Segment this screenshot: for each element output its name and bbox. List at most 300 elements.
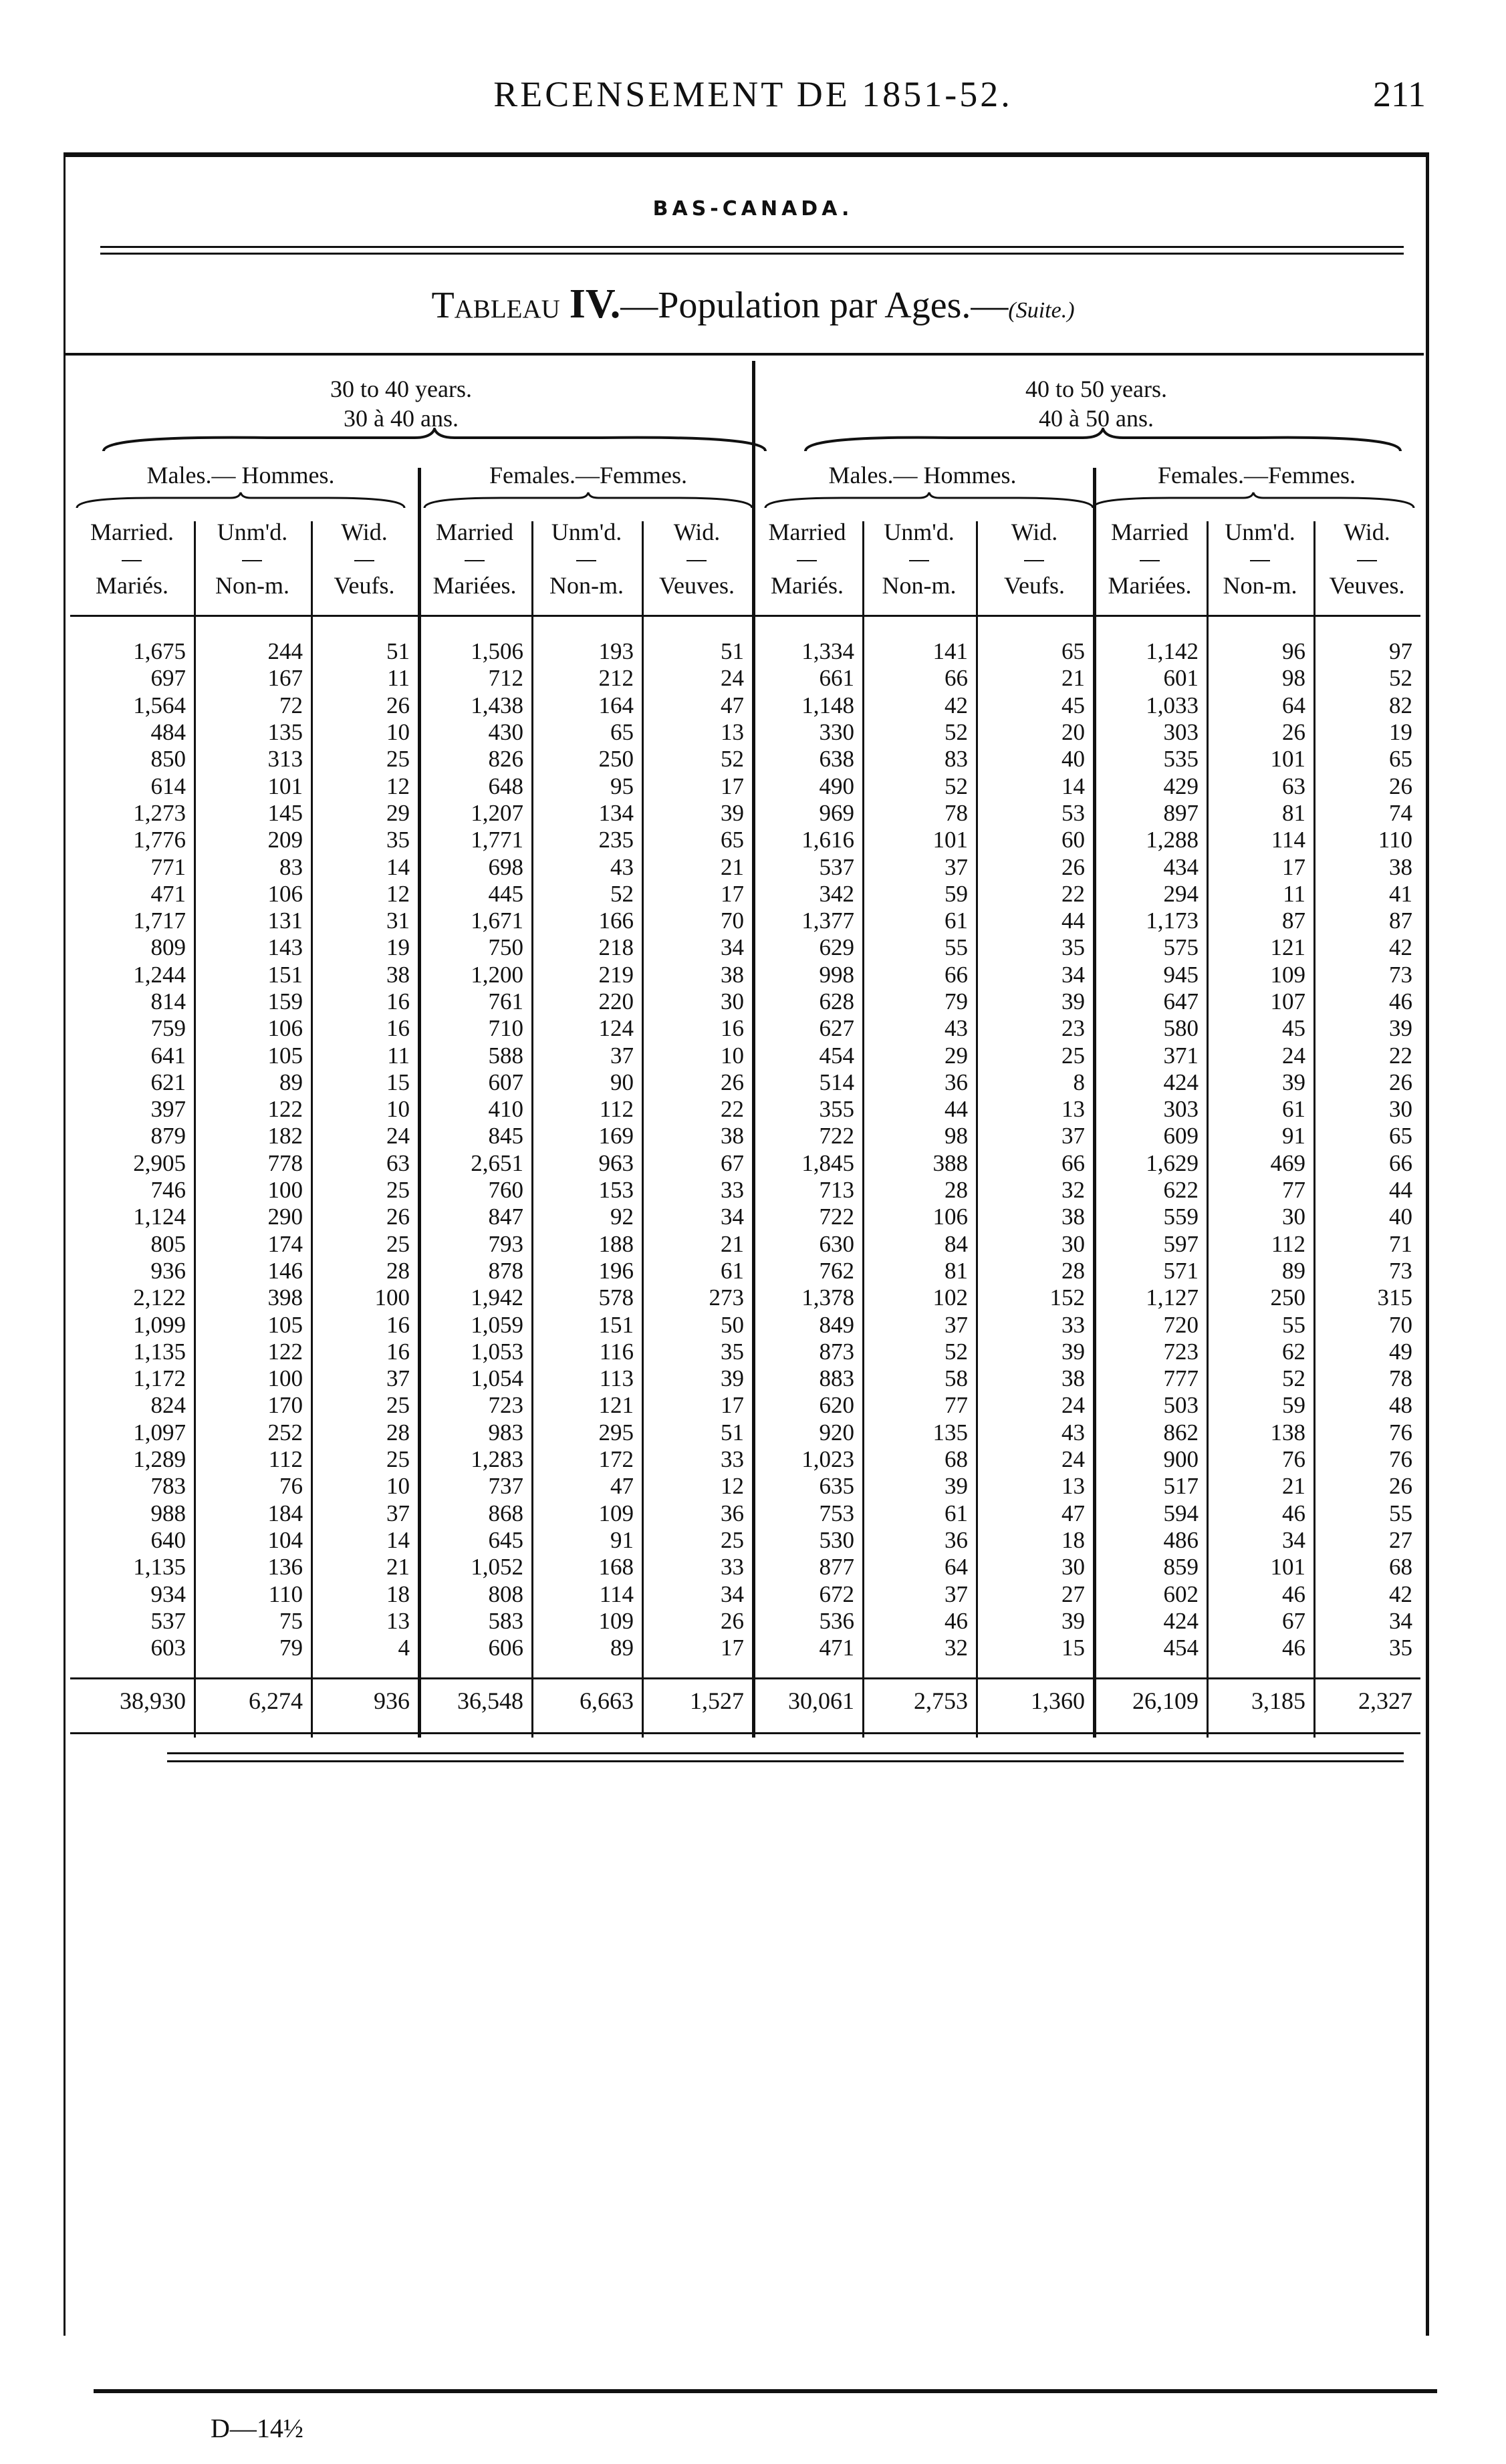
- table-row: [70, 853, 1420, 880]
- table-cell: 35: [1389, 1635, 1412, 1661]
- table-cell: 1,845: [801, 1149, 854, 1176]
- table-cell: 46: [1282, 1635, 1305, 1661]
- col-head-en: Wid.: [1011, 519, 1058, 545]
- table-cell: 490: [819, 773, 854, 799]
- table-cell: 37: [945, 1581, 968, 1607]
- table-cell: 371: [1163, 1042, 1199, 1069]
- table-cell: 61: [945, 908, 968, 934]
- population-table: [70, 638, 1420, 1661]
- table-title: [0, 281, 1506, 328]
- col-head-en: Wid.: [1344, 519, 1390, 545]
- table-cell: 2,122: [133, 1284, 186, 1311]
- table-cell: 16: [386, 988, 410, 1014]
- table-cell: 42: [1389, 934, 1412, 961]
- subtitle-females-2: Females.—Femmes.: [1158, 462, 1356, 489]
- table-row: [70, 1608, 1420, 1635]
- table-cell: 184: [267, 1500, 303, 1526]
- table-cell: 1,135: [133, 1554, 186, 1581]
- table-cell: 517: [1163, 1473, 1199, 1500]
- total-cell: 1,360: [1031, 1687, 1085, 1714]
- table-cell: 24: [721, 665, 744, 692]
- table-cell: 73: [1389, 1257, 1412, 1284]
- table-cell: 76: [1282, 1446, 1305, 1473]
- table-row: [70, 665, 1420, 692]
- table-cell: 609: [1163, 1123, 1199, 1149]
- table-cell: 1,506: [471, 638, 523, 665]
- table-cell: 46: [1389, 988, 1412, 1014]
- table-cell: 723: [488, 1392, 523, 1419]
- table-cell: 1,244: [133, 961, 186, 988]
- table-cell: 34: [721, 1204, 744, 1230]
- table-cell: 868: [488, 1500, 523, 1526]
- table-cell: 29: [945, 1042, 968, 1069]
- table-cell: 79: [279, 1635, 303, 1661]
- col-dash: [1024, 560, 1044, 561]
- table-cell: 250: [1270, 1284, 1305, 1311]
- table-cell: 68: [945, 1446, 968, 1473]
- table-cell: 873: [819, 1338, 854, 1365]
- table-cell: 145: [267, 799, 303, 826]
- table-cell: 24: [1061, 1392, 1085, 1419]
- table-cell: 131: [267, 908, 303, 934]
- table-cell: 151: [598, 1311, 634, 1338]
- table-cell: 1,564: [133, 692, 186, 718]
- table-cell: 34: [721, 934, 744, 961]
- table-cell: 41: [1389, 880, 1412, 907]
- table-cell: 648: [488, 773, 523, 799]
- table-cell: 1,053: [471, 1338, 523, 1365]
- table-cell: 63: [1282, 773, 1305, 799]
- table-cell: 33: [1061, 1311, 1085, 1338]
- table-cell: 100: [267, 1365, 303, 1392]
- table-cell: 454: [1163, 1635, 1199, 1661]
- table-row: [70, 800, 1420, 827]
- table-cell: 601: [1163, 665, 1199, 692]
- table-cell: 169: [598, 1123, 634, 1149]
- table-cell: 47: [1061, 1500, 1085, 1526]
- table-cell: 61: [721, 1257, 744, 1284]
- table-cell: 597: [1163, 1230, 1199, 1257]
- total-cell: 936: [374, 1687, 410, 1714]
- table-cell: 575: [1163, 934, 1199, 961]
- table-cell: 13: [721, 719, 744, 746]
- table-cell: 26: [721, 1069, 744, 1095]
- table-cell: 630: [819, 1230, 854, 1257]
- table-cell: 81: [945, 1257, 968, 1284]
- table-cell: 52: [1389, 665, 1412, 692]
- table-cell: 55: [1389, 1500, 1412, 1526]
- table-cell: 559: [1163, 1204, 1199, 1230]
- table-cell: 110: [268, 1581, 303, 1607]
- table-cell: 777: [1163, 1365, 1199, 1392]
- table-cell: 141: [932, 638, 968, 665]
- table-cell: 583: [488, 1607, 523, 1634]
- table-cell: 14: [1061, 773, 1085, 799]
- col-head-fr: Veuves.: [659, 572, 735, 599]
- col-dash: [242, 560, 262, 561]
- table-cell: 89: [279, 1069, 303, 1095]
- table-cell: 722: [819, 1204, 854, 1230]
- table-cell: 64: [1282, 692, 1305, 718]
- table-cell: 26: [1389, 1069, 1412, 1095]
- table-cell: 37: [610, 1042, 634, 1069]
- table-cell: 273: [709, 1284, 744, 1311]
- table-cell: 878: [488, 1257, 523, 1284]
- table-cell: 862: [1163, 1419, 1199, 1446]
- table-cell: 445: [488, 880, 523, 907]
- table-cell: 92: [610, 1204, 634, 1230]
- table-cell: 55: [1282, 1311, 1305, 1338]
- table-cell: 29: [386, 799, 410, 826]
- table-cell: 23: [1061, 1015, 1085, 1042]
- table-cell: 638: [819, 746, 854, 773]
- table-cell: 121: [598, 1392, 634, 1419]
- table-row: [70, 1177, 1420, 1204]
- table-cell: 398: [267, 1284, 303, 1311]
- table-cell: 14: [386, 1526, 410, 1553]
- table-cell: 65: [1389, 746, 1412, 773]
- col-head-en: Married: [768, 519, 846, 545]
- table-cell: 10: [386, 719, 410, 746]
- table-cell: 15: [1061, 1635, 1085, 1661]
- table-cell: 25: [386, 1446, 410, 1473]
- table-cell: 13: [386, 1607, 410, 1634]
- table-cell: 410: [488, 1096, 523, 1123]
- table-row: [70, 719, 1420, 746]
- table-cell: 220: [598, 988, 634, 1014]
- table-cell: 45: [1282, 1015, 1305, 1042]
- table-cell: 1,172: [133, 1365, 186, 1392]
- table-cell: 70: [721, 908, 744, 934]
- subtitle-females-1: Females.—Femmes.: [489, 462, 687, 489]
- col-head-en: Unm'd.: [217, 519, 288, 545]
- col-head-fr: Mariés.: [771, 572, 844, 599]
- table-cell: 30: [1389, 1096, 1412, 1123]
- table-cell: 109: [1270, 961, 1305, 988]
- table-cell: 159: [267, 988, 303, 1014]
- table-cell: 28: [386, 1419, 410, 1446]
- table-cell: 39: [1282, 1069, 1305, 1095]
- table-cell: 8: [1073, 1069, 1085, 1095]
- table-cell: 65: [721, 827, 744, 853]
- table-cell: 26: [1282, 719, 1305, 746]
- title-rule: [66, 353, 1424, 356]
- table-cell: 66: [945, 665, 968, 692]
- brace-females-1: [421, 491, 755, 511]
- table-cell: 35: [386, 827, 410, 853]
- table-cell: 469: [1270, 1149, 1305, 1176]
- table-cell: 759: [150, 1015, 186, 1042]
- table-cell: 78: [1389, 1365, 1412, 1392]
- table-cell: 37: [945, 853, 968, 880]
- table-cell: 1,289: [133, 1446, 186, 1473]
- col-dash: [1140, 560, 1160, 561]
- col-head-fr: Non-m.: [215, 572, 289, 599]
- page-header: [0, 74, 1506, 127]
- table-cell: 698: [488, 853, 523, 880]
- table-row: [70, 746, 1420, 773]
- table-cell: 1,288: [1146, 827, 1199, 853]
- table-cell: 33: [721, 1446, 744, 1473]
- table-cell: 434: [1163, 853, 1199, 880]
- table-cell: 945: [1163, 961, 1199, 988]
- table-cell: 998: [819, 961, 854, 988]
- table-cell: 96: [1282, 638, 1305, 665]
- table-cell: 607: [488, 1069, 523, 1095]
- table-cell: 641: [150, 1042, 186, 1069]
- table-cell: 36: [721, 1500, 744, 1526]
- table-cell: 622: [1163, 1177, 1199, 1204]
- table-cell: 52: [945, 719, 968, 746]
- table-cell: 107: [1270, 988, 1305, 1014]
- table-cell: 83: [945, 746, 968, 773]
- table-cell: 136: [267, 1554, 303, 1581]
- table-cell: 51: [721, 638, 744, 665]
- table-cell: 635: [819, 1473, 854, 1500]
- table-cell: 89: [1282, 1257, 1305, 1284]
- table-cell: 424: [1163, 1607, 1199, 1634]
- col-dash: [122, 560, 142, 561]
- table-cell: 750: [488, 934, 523, 961]
- col-head-fr: Mariées.: [1108, 572, 1192, 599]
- table-cell: 760: [488, 1177, 523, 1204]
- closing-rule-b: [167, 1760, 1404, 1762]
- total-cell: 36,548: [457, 1687, 523, 1714]
- table-cell: 11: [1283, 880, 1305, 907]
- table-cell: 10: [386, 1096, 410, 1123]
- table-cell: 722: [819, 1123, 854, 1149]
- table-cell: 424: [1163, 1069, 1199, 1095]
- table-cell: 34: [1389, 1607, 1412, 1634]
- table-cell: 771: [150, 853, 186, 880]
- table-cell: 26: [386, 692, 410, 718]
- table-cell: 295: [598, 1419, 634, 1446]
- table-row: [70, 1123, 1420, 1149]
- table-cell: 112: [599, 1096, 634, 1123]
- table-cell: 1,173: [1146, 908, 1199, 934]
- table-row: [70, 1231, 1420, 1258]
- table-row: [70, 1554, 1420, 1581]
- table-cell: 28: [945, 1177, 968, 1204]
- table-cell: 91: [610, 1526, 634, 1553]
- table-cell: 1,207: [471, 799, 523, 826]
- closing-rule-a: [167, 1752, 1404, 1754]
- table-cell: 1,097: [133, 1419, 186, 1446]
- table-cell: 530: [819, 1526, 854, 1553]
- col-head-en: Wid.: [673, 519, 721, 545]
- table-cell: 26: [1389, 773, 1412, 799]
- table-cell: 43: [945, 1015, 968, 1042]
- table-cell: 27: [1389, 1526, 1412, 1553]
- col-dash: [909, 560, 929, 561]
- table-cell: 39: [721, 1365, 744, 1392]
- table-cell: 571: [1163, 1257, 1199, 1284]
- table-cell: 52: [721, 746, 744, 773]
- table-row: [70, 827, 1420, 853]
- table-cell: 105: [267, 1311, 303, 1338]
- totals-table: [70, 1684, 1420, 1718]
- province-title: BAS-CANADA.: [652, 197, 854, 221]
- table-cell: 1,052: [471, 1554, 523, 1581]
- table-cell: 10: [386, 1473, 410, 1500]
- table-cell: 50: [721, 1311, 744, 1338]
- table-cell: 109: [598, 1500, 634, 1526]
- group-title-30-40-en: 30 to 40 years.: [330, 376, 472, 402]
- table-cell: 73: [1389, 961, 1412, 988]
- table-cell: 13: [1061, 1473, 1085, 1500]
- table-cell: 30: [1282, 1204, 1305, 1230]
- col-head-fr: Non-m.: [882, 572, 957, 599]
- table-cell: 594: [1163, 1500, 1199, 1526]
- table-cell: 42: [945, 692, 968, 718]
- table-row: [70, 1150, 1420, 1177]
- double-rule-top-b: [100, 253, 1404, 255]
- table-cell: 38: [721, 1123, 744, 1149]
- table-cell: 578: [598, 1284, 634, 1311]
- table-cell: 101: [267, 773, 303, 799]
- table-cell: 67: [1282, 1607, 1305, 1634]
- table-cell: 58: [945, 1365, 968, 1392]
- table-cell: 969: [819, 799, 854, 826]
- table-cell: 146: [267, 1257, 303, 1284]
- table-cell: 21: [721, 1230, 744, 1257]
- table-cell: 471: [150, 880, 186, 907]
- table-cell: 21: [1061, 665, 1085, 692]
- table-cell: 182: [267, 1123, 303, 1149]
- col-head-fr: Non-m.: [1223, 572, 1297, 599]
- table-cell: 250: [598, 746, 634, 773]
- table-cell: 672: [819, 1581, 854, 1607]
- table-cell: 91: [1282, 1123, 1305, 1149]
- table-cell: 39: [1061, 988, 1085, 1014]
- table-cell: 114: [1271, 827, 1305, 853]
- table-cell: 28: [386, 1257, 410, 1284]
- table-cell: 13: [1061, 1096, 1085, 1123]
- col-dash: [797, 560, 817, 561]
- table-cell: 294: [1163, 880, 1199, 907]
- table-cell: 102: [932, 1284, 968, 1311]
- table-cell: 17: [1282, 853, 1305, 880]
- table-cell: 535: [1163, 746, 1199, 773]
- table-cell: 109: [598, 1607, 634, 1634]
- table-cell: 35: [721, 1338, 744, 1365]
- table-cell: 963: [598, 1149, 634, 1176]
- table-cell: 34: [1282, 1526, 1305, 1553]
- table-cell: 1,438: [471, 692, 523, 718]
- table-cell: 25: [1061, 1042, 1085, 1069]
- total-cell: 1,527: [690, 1687, 744, 1714]
- table-cell: 122: [267, 1338, 303, 1365]
- col-head-fr: Veuves.: [1329, 572, 1405, 599]
- group-title-40-50-en: 40 to 50 years.: [1025, 376, 1167, 402]
- table-cell: 168: [598, 1554, 634, 1581]
- table-cell: 25: [386, 1230, 410, 1257]
- table-cell: 112: [268, 1446, 303, 1473]
- double-rule-top-a: [100, 246, 1404, 248]
- col-head-fr: Non-m.: [549, 572, 624, 599]
- totals-row: [70, 1684, 1420, 1718]
- table-cell: 10: [721, 1042, 744, 1069]
- table-cell: 16: [386, 1015, 410, 1042]
- table-cell: 19: [386, 934, 410, 961]
- table-cell: 138: [1270, 1419, 1305, 1446]
- table-cell: 98: [1282, 665, 1305, 692]
- table-cell: 101: [1270, 746, 1305, 773]
- table-cell: 645: [488, 1526, 523, 1553]
- table-cell: 196: [598, 1257, 634, 1284]
- table-cell: 290: [267, 1204, 303, 1230]
- table-row: [70, 1365, 1420, 1392]
- table-cell: 24: [386, 1123, 410, 1149]
- table-row: [70, 1311, 1420, 1338]
- table-cell: 920: [819, 1419, 854, 1446]
- table-row: [70, 1581, 1420, 1607]
- table-cell: 25: [386, 1177, 410, 1204]
- group-title-30-40-fr: 30 à 40 ans.: [344, 405, 459, 432]
- table-row: [70, 1473, 1420, 1500]
- table-cell: 1,200: [471, 961, 523, 988]
- table-cell: 38: [386, 961, 410, 988]
- table-cell: 26: [1389, 1473, 1412, 1500]
- table-cell: 809: [150, 934, 186, 961]
- table-cell: 79: [945, 988, 968, 1014]
- table-row: [70, 1258, 1420, 1284]
- table-row: [70, 638, 1420, 665]
- table-cell: 252: [267, 1419, 303, 1446]
- table-cell: 32: [945, 1635, 968, 1661]
- table-row: [70, 1204, 1420, 1230]
- table-row: [70, 1096, 1420, 1123]
- total-cell: 26,109: [1132, 1687, 1199, 1714]
- total-cell: 3,185: [1251, 1687, 1305, 1714]
- table-cell: 59: [945, 880, 968, 907]
- table-cell: 66: [1389, 1149, 1412, 1176]
- table-cell: 60: [1061, 827, 1085, 853]
- table-cell: 114: [599, 1581, 634, 1607]
- table-cell: 43: [1061, 1419, 1085, 1446]
- table-cell: 746: [150, 1177, 186, 1204]
- table-cell: 101: [932, 827, 968, 853]
- table-cell: 15: [386, 1069, 410, 1095]
- table-cell: 28: [1061, 1257, 1085, 1284]
- table-cell: 166: [598, 908, 634, 934]
- table-cell: 720: [1163, 1311, 1199, 1338]
- table-cell: 429: [1163, 773, 1199, 799]
- table-cell: 536: [819, 1607, 854, 1634]
- table-cell: 983: [488, 1419, 523, 1446]
- table-cell: 121: [1270, 934, 1305, 961]
- table-cell: 342: [819, 880, 854, 907]
- table-cell: 430: [488, 719, 523, 746]
- table-cell: 38: [1389, 853, 1412, 880]
- table-cell: 87: [1282, 908, 1305, 934]
- table-cell: 174: [267, 1230, 303, 1257]
- table-cell: 61: [945, 1500, 968, 1526]
- table-cell: 39: [1061, 1607, 1085, 1634]
- table-cell: 883: [819, 1365, 854, 1392]
- table-cell: 603: [150, 1635, 186, 1661]
- table-cell: 218: [598, 934, 634, 961]
- table-cell: 40: [1061, 746, 1085, 773]
- table-cell: 877: [819, 1554, 854, 1581]
- table-cell: 11: [387, 1042, 410, 1069]
- table-cell: 61: [1282, 1096, 1305, 1123]
- table-cell: 22: [1389, 1042, 1412, 1069]
- table-cell: 761: [488, 988, 523, 1014]
- table-row: [70, 1069, 1420, 1096]
- table-cell: 1,033: [1146, 692, 1199, 718]
- col-head-en: Wid.: [341, 519, 388, 545]
